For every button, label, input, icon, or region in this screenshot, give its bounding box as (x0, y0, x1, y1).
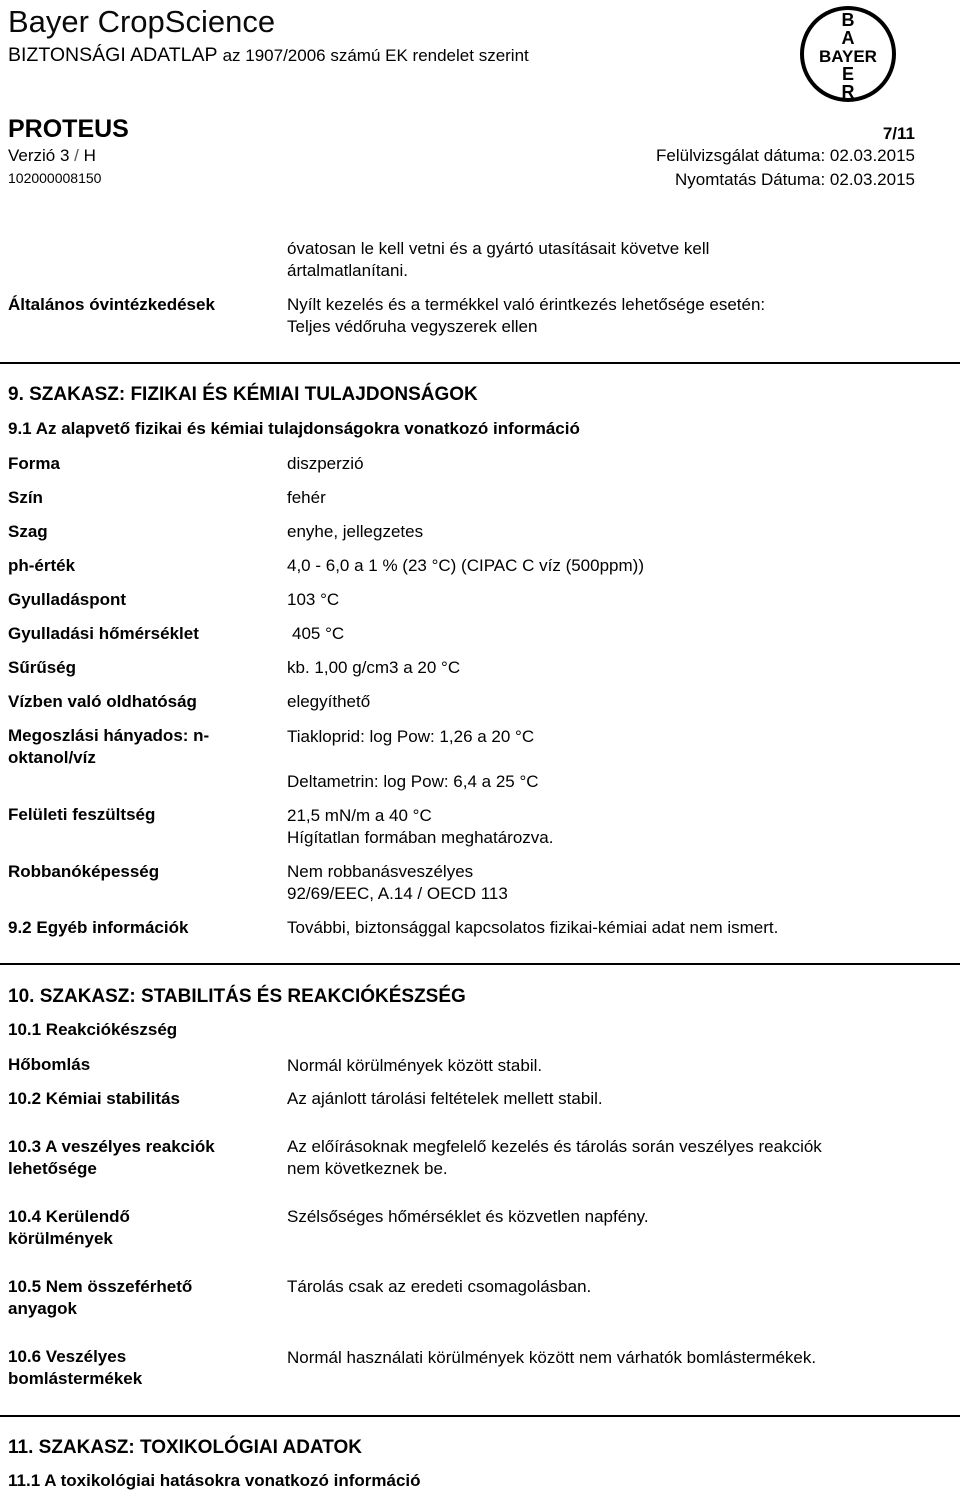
page-number: 7/11 (882, 124, 915, 143)
section-divider (0, 1415, 960, 1417)
partition-value-1: Tiakloprid: log Pow: 1,26 a 20 °C (287, 727, 535, 746)
version-info (8, 146, 96, 166)
conditions-to-avoid-label-2: körülmények (8, 1229, 113, 1248)
property-value: 4,0 - 6,0 a 1 % (23 °C) (CIPAC C víz (500ppm)) (287, 556, 644, 575)
revision-date: Felülvizsgálat dátuma: 02.03.2015 (656, 146, 915, 165)
partition-label-1: Megoszlási hányados: n- (8, 726, 210, 745)
logo-letter-b: B (841, 10, 855, 30)
document-number: 102000008150 (8, 170, 102, 186)
explosive-label: Robbanóképesség (8, 862, 160, 881)
section-divider (0, 362, 960, 364)
decomposition-label: Hőbomlás (8, 1055, 91, 1074)
property-value: enyhe, jellegzetes (287, 522, 424, 541)
incompatible-materials-label-2: anyagok (8, 1299, 77, 1318)
surface-tension-value-1: 21,5 mN/m a 40 °C (287, 806, 432, 825)
conditions-to-avoid-label-1: 10.4 Kerülendő (8, 1207, 130, 1226)
print-date: Nyomtatás Dátuma: 02.03.2015 (674, 170, 915, 189)
property-label: Szag (8, 522, 48, 541)
property-label: Szín (8, 488, 43, 507)
logo-letter-a: A (841, 28, 855, 48)
partition-label-2: oktanol/víz (8, 748, 96, 767)
incompatible-materials-label-1: 10.5 Nem összeférhető (8, 1277, 193, 1296)
version-language: H (83, 146, 96, 165)
explosive-value-2: 92/69/EEC, A.14 / OECD 113 (287, 884, 508, 903)
property-label: Vízben való oldhatóság (8, 692, 197, 711)
section-10-title: 10. SZAKASZ: STABILITÁS ÉS REAKCIÓKÉSZSÉG (8, 986, 466, 1007)
doc-title-text: BIZTONSÁGI ADATLAP (8, 44, 218, 66)
version-number: Verzió 3 (8, 146, 70, 165)
property-value: kb. 1,00 g/cm3 a 20 °C (287, 658, 461, 677)
property-label: Gyulladási hőmérséklet (8, 624, 199, 643)
product-name: PROTEUS (8, 115, 129, 143)
section-divider (0, 963, 960, 965)
property-label: ph-érték (8, 556, 76, 575)
section-10-1-heading: 10.1 Reakciókészség (8, 1020, 178, 1039)
decomposition-products-label-1: 10.6 Veszélyes (8, 1347, 127, 1366)
section-11-title: 11. SZAKASZ: TOXIKOLÓGIAI ADATOK (8, 1437, 362, 1458)
general-precautions-value-1: Nyílt kezelés és a termékkel való érintkezés lehetősége esetén: (287, 295, 766, 314)
section-9-1-heading: 9.1 Az alapvető fizikai és kémiai tulajdonságokra vonatkozó információ (8, 419, 580, 438)
document-title (8, 44, 529, 67)
property-value: fehér (287, 488, 326, 507)
logo-letter-e: E (841, 64, 855, 84)
decomposition-products-value: Normál használati körülmények között nem várhatók bomlástermékek. (287, 1348, 817, 1367)
property-value: elegyíthető (287, 692, 371, 711)
section-11-1-heading: 11.1 A toxikológiai hatásokra vonatkozó információ (8, 1471, 421, 1490)
other-info-label: 9.2 Egyéb információk (8, 918, 189, 937)
logo-word-bayer: BAYER (819, 47, 877, 66)
intro-line-1: óvatosan le kell vetni és a gyártó utasításait követve kell (287, 239, 710, 258)
hazardous-reactions-value-2: nem következnek be. (287, 1159, 448, 1178)
incompatible-materials-value: Tárolás csak az eredeti csomagolásban. (287, 1277, 592, 1296)
surface-tension-label: Felületi feszültség (8, 805, 156, 824)
conditions-to-avoid-value: Szélsőséges hőmérséklet és közvetlen napfény. (287, 1207, 649, 1226)
explosive-value-1: Nem robbanásveszélyes (287, 862, 474, 881)
other-info-value: További, biztonsággal kapcsolatos fizikai-kémiai adat nem ismert. (287, 918, 779, 937)
hazardous-reactions-value-1: Az előírásoknak megfelelő kezelés és tárolás során veszélyes reakciók (287, 1137, 822, 1156)
company-name: Bayer CropScience (8, 4, 276, 39)
regulation-text: az 1907/2006 számú EK rendelet szerint (222, 46, 529, 65)
stability-value: Az ajánlott tárolási feltételek mellett stabil. (287, 1089, 603, 1108)
partition-value-2: Deltametrin: log Pow: 6,4 a 25 °C (287, 772, 539, 791)
stability-label: 10.2 Kémiai stabilitás (8, 1089, 180, 1108)
property-label: Sűrűség (8, 658, 77, 677)
bayer-cross-logo (798, 4, 898, 104)
surface-tension-value-2: Hígítatlan formában meghatározva. (287, 828, 554, 847)
section-9-title: 9. SZAKASZ: FIZIKAI ÉS KÉMIAI TULAJDONSÁGOK (8, 384, 478, 405)
decomposition-products-label-2: bomlástermékek (8, 1369, 143, 1388)
property-value: 103 °C (287, 590, 340, 609)
version-slash: / (69, 146, 84, 165)
intro-line-2: ártalmatlanítani. (287, 261, 408, 280)
general-precautions-label: Általános óvintézkedések (8, 295, 215, 314)
general-precautions-value-2: Teljes védőruha vegyszerek ellen (287, 317, 538, 336)
property-label: Gyulladáspont (8, 590, 127, 609)
property-value: diszperzió (287, 454, 364, 473)
hazardous-reactions-label-1: 10.3 A veszélyes reakciók (8, 1137, 215, 1156)
logo-letter-r: R (841, 82, 855, 102)
decomposition-value: Normál körülmények között stabil. (287, 1056, 543, 1075)
property-label: Forma (8, 454, 60, 473)
hazardous-reactions-label-2: lehetősége (8, 1159, 97, 1178)
property-value: 405 °C (292, 624, 345, 643)
